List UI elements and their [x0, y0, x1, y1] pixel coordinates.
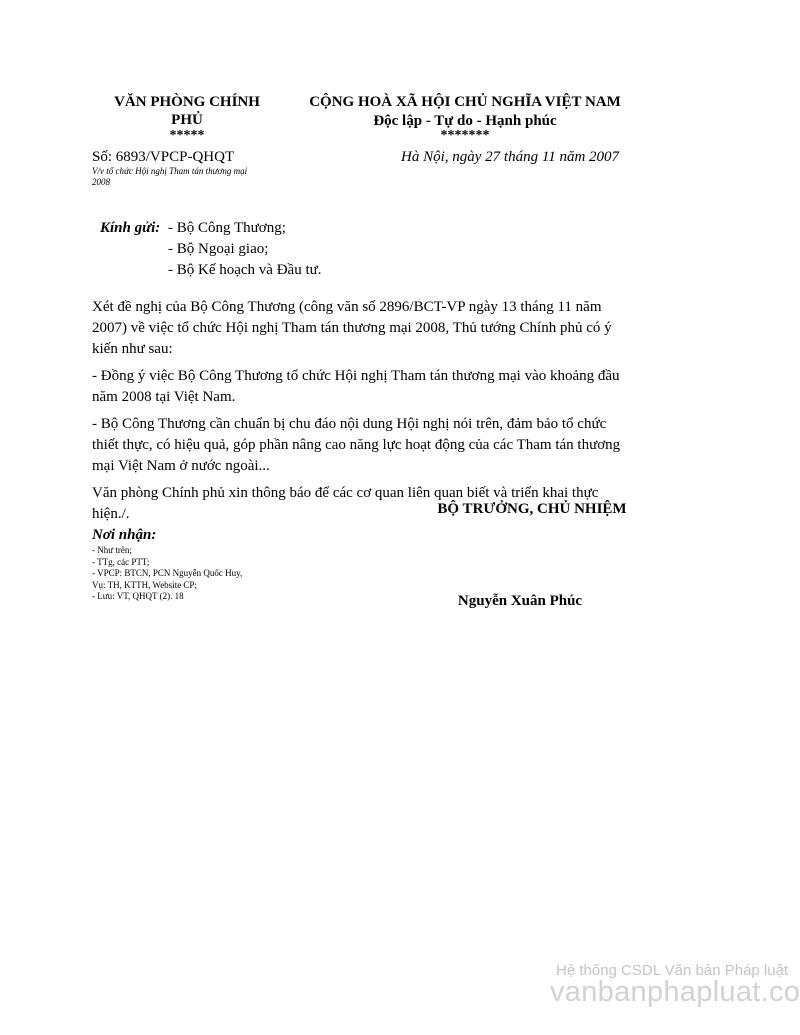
signer-name: Nguyễn Xuân Phúc [457, 593, 583, 609]
document-subject [92, 166, 292, 188]
recipients-list-item: Vụ: TH, KTTH, Website CP; [92, 579, 197, 590]
document-subject-line1: V/v tổ chức Hội nghị Tham tán thương mại [92, 166, 248, 176]
recipients-list-item: - Như trên; [92, 545, 132, 555]
recipient-item: - Bộ Công Thương; [168, 220, 286, 236]
recipients-list-label: Nơi nhận: [92, 527, 157, 543]
document-date: Hà Nội, ngày 27 tháng 11 năm 2007 [401, 149, 620, 165]
recipients-list-item: - Lưu: VT, QHQT (2). 18 [92, 591, 184, 601]
issuing-agency-line2: PHỦ [171, 112, 203, 128]
document-number: Số: 6893/VPCP-QHQT [92, 149, 235, 165]
watermark-caption: Hệ thống CSDL Văn bản Pháp luật [556, 962, 789, 979]
recipients-list-item: - VPCP: BTCN, PCN Nguyễn Quốc Huy, [92, 568, 243, 578]
recipients-block [100, 218, 322, 281]
motto-stars-divider: ******* [440, 128, 490, 143]
agency-stars-divider: ***** [169, 128, 205, 143]
recipient-item: - Bộ Ngoại giao; [168, 241, 269, 257]
document-subject-line2: 2008 [92, 177, 110, 187]
national-title: CỘNG HOÀ XÃ HỘI CHỦ NGHĨA VIỆT NAM [309, 94, 621, 110]
issuing-agency-line1: VĂN PHÒNG CHÍNH [114, 94, 260, 110]
national-motto: Độc lập - Tự do - Hạnh phúc [373, 113, 557, 129]
body-paragraph: - Bộ Công Thương cần chuẩn bị chu đáo nội dung Hội nghị nói trên, đảm bảo tổ chức thiết thực, có hiệu quả, góp phần nâng cao năng lực hoạt động của các Tham tán thương mại Việt Nam ở nước ngoài... [92, 416, 621, 474]
body-paragraph: Xét đề nghị của Bộ Công Thương (công văn số 2896/BCT-VP ngày 13 tháng 11 năm 2007) về việc tổ chức Hội nghị Tham tán thương mại 2008, Thủ tướng Chính phủ có ý kiến như sau: [92, 299, 612, 357]
recipients-list-item: - TTg, các PTT; [92, 556, 150, 567]
recipients-label: Kính gửi: [100, 220, 161, 236]
signer-title: BỘ TRƯỞNG, CHỦ NHIỆM [437, 501, 627, 517]
issuing-agency-name [92, 93, 282, 129]
recipients-list [92, 545, 242, 603]
body-paragraph: Văn phòng Chính phủ xin thông báo để các cơ quan liên quan biết và triển khai thực hiện./. [92, 485, 599, 522]
recipient-item: - Bộ Kế hoạch và Đầu tư. [168, 262, 322, 278]
document-body [92, 297, 632, 531]
watermark-site: vanbanphapluat.co [550, 976, 800, 1008]
body-paragraph: - Đồng ý việc Bộ Công Thương tổ chức Hội nghị Tham tán thương mại vào khoảng đầu năm 2008 tại Việt Nam. [92, 368, 620, 405]
